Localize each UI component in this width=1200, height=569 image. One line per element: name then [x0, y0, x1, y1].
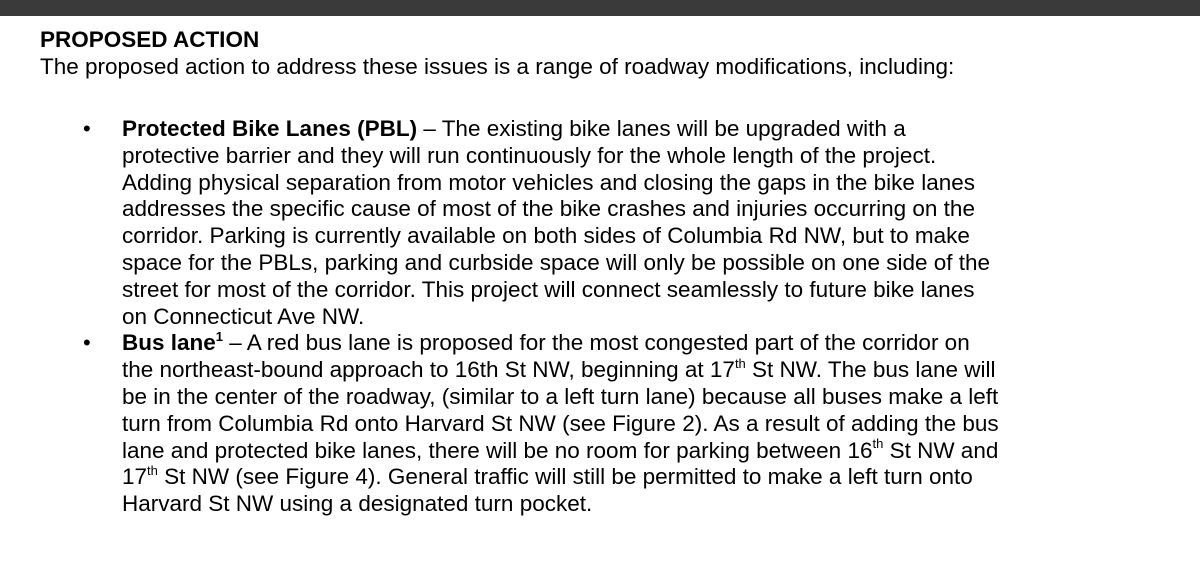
superscript-th: th — [734, 355, 746, 371]
bus-text-6b: St NW (see Figure 4). General traffic will still be permitted to make a left turn onto — [157, 464, 973, 490]
superscript-th: th — [872, 436, 884, 452]
bus-line-7: Harvard St NW using a designated turn pocket. — [122, 491, 593, 517]
proposed-action-list — [40, 116, 1180, 518]
bus-line-3: be in the center of the roadway, (similar to a left turn lane) because all buses make a left — [122, 383, 999, 409]
bus-line-1 — [122, 330, 1180, 357]
bus-line-6 — [122, 464, 1180, 491]
pbl-line-1 — [122, 116, 1180, 143]
bullet-icon: • — [83, 330, 91, 356]
document-body — [40, 26, 1180, 517]
bus-line-4: turn from Columbia Rd onto Harvard St NW (see Figure 2). As a result of adding the bus — [122, 410, 999, 436]
pbl-title: Protected Bike Lanes (PBL) — [122, 116, 418, 141]
bus-text-5a: lane and protected bike lanes, there will be no room for parking between 16 — [122, 437, 873, 463]
pbl-line-4: addresses the specific cause of most of the bike crashes and injuries occurring on the — [122, 196, 975, 222]
list-item-protected-bike-lanes — [40, 116, 1180, 330]
section-heading: PROPOSED ACTION — [40, 27, 260, 52]
bus-text-2a: the northeast-bound approach to 16th St NW, beginning at 17 — [122, 357, 735, 383]
pbl-line-5: corridor. Parking is currently available on both sides of Columbia Rd NW, but to make — [122, 223, 970, 249]
pbl-line-7: street for most of the corridor. This project will connect seamlessly to future bike lanes — [122, 276, 975, 302]
bus-text-2b: St NW. The bus lane will — [745, 357, 996, 383]
bullet-icon: • — [83, 116, 91, 141]
bus-text-1: – A red bus lane is proposed for the most congested part of the corridor on — [223, 330, 970, 356]
bus-text-5b: St NW and — [883, 437, 999, 463]
pbl-line-6: space for the PBLs, parking and curbside space will only be possible on one side of the — [122, 249, 991, 275]
footnote-ref: 1 — [215, 328, 224, 344]
pbl-line-3: Adding physical separation from motor vehicles and closing the gaps in the bike lanes — [122, 169, 975, 195]
superscript-th: th — [147, 462, 158, 478]
pbl-line-8: on Connecticut Ave NW. — [122, 303, 365, 329]
intro-paragraph: The proposed action to address these issues is a range of roadway modifications, including: — [40, 54, 955, 79]
list-item-bus-lane — [40, 330, 1180, 518]
bus-line-5 — [122, 438, 1180, 465]
bus-title-text: Bus lane — [122, 330, 216, 356]
bus-line-2 — [122, 357, 1180, 384]
window-top-bar — [0, 0, 1200, 16]
pbl-line-2: protective barrier and they will run continuously for the whole length of the project. — [122, 142, 937, 168]
bus-title — [122, 330, 223, 355]
pbl-text-1: – The existing bike lanes will be upgraded with a — [417, 116, 906, 141]
bus-text-6a: 17 — [122, 464, 148, 490]
